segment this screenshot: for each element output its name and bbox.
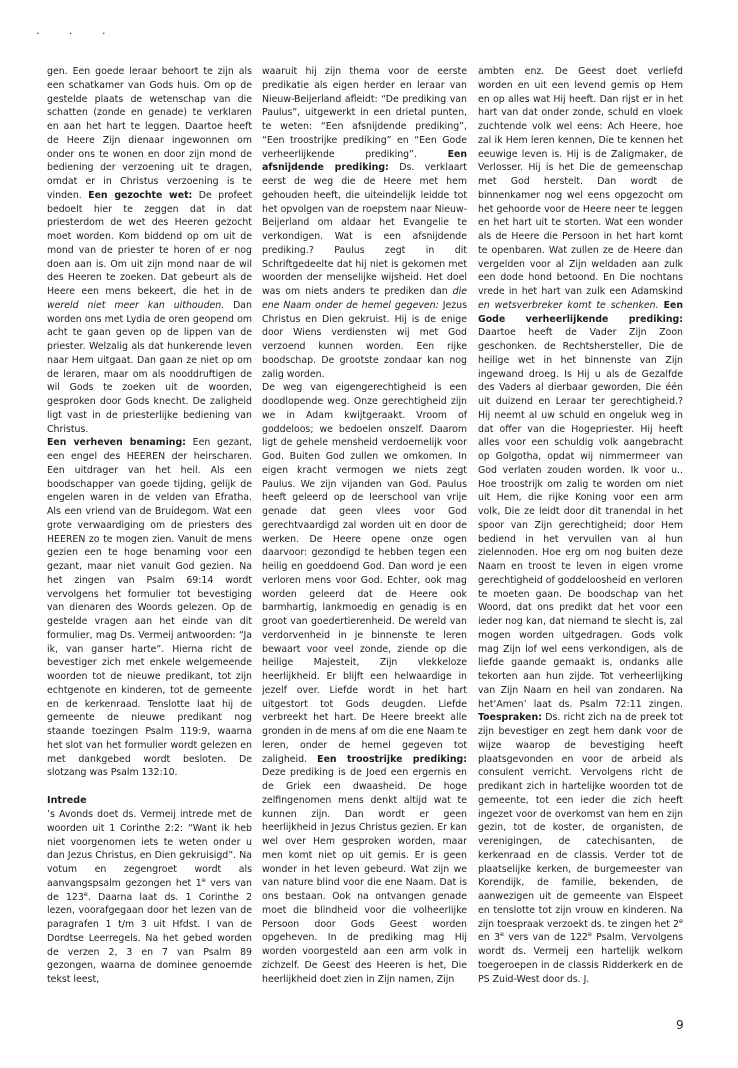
page-marks: . . . xyxy=(36,24,119,37)
paragraph: waaruit hij zijn thema voor de eerste predikatie als eigen herder en leraar van Nieuw-Beijerland afleidt: “De prediking van Paulus”, uitgewerkt in een drietal punten, te weten: “Een afsnijdende prediking”, “Een troostrijke prediking” en “Een Gode verheerlijkende prediking”. Een afsnijdende prediking: Ds. verklaart eerst de weg die de Heere met hem gehouden heeft, die uiteindelijk leidde tot het opvolgen van de roepstem naar Nieuw-Beijerland om aldaar het Evangelie te verkondigen. Wat is een afsnijdende prediking.? Paulus zegt in dit Schriftgedeelte dat hij niet is gekomen met woorden der menselijke wijsheid. Het doel was om niets anders te prediken dan die ene Naam onder de hemel gegeven: Jezus Christus en Dien gekruist. Hij is de enige door Wiens verdiensten wij met God verzoend kunnen worden. Een rijke boodschap. De grootste zondaar kan nog zalig worden. xyxy=(262,66,467,380)
section-heading: Intrede xyxy=(47,795,87,806)
inline-heading: Toespraken: xyxy=(478,712,542,724)
paragraph: gen. Een goede leraar behoort te zijn als een schatkamer van Gods huis. Om op de gestelde plaats de wetenschap van die schatten (zonde en genade) te verklaren en aan het hart te leggen. Daartoe heeft de Heere Zijn dienaar ingewonnen om onder ons te wonen en door zijn mond de bediening der verzoening uit te dragen, omdat er in Christus verzoening is te vinden. Een gezochte wet: De profeet bedoelt hier te zeggen dat in dat priesterdom de wet des Heeren gezocht moet worden. Kom biddend op om uit de mond van de priester te horen of er nog doen aan is. Om uit zijn mond naar de wil des Heeren te zoeken. Dat gebeurt als de Heere een mens bekeert, die het in de wereld niet meer kan uithouden. Dan worden ons met Lydia de oren geopend om acht te gaan geven op de lippen van de priester. Welzalig als dat hunkerende leven naar Hem uitgaat. Dan gaan ze niet op om de leraren, maar om als nooddruftigen de wil Gods te zoeken uit de woorden, gesproken door Gods knecht. De zaligheid ligt vast in de priesterlijke bediening van Christus. xyxy=(47,66,252,435)
inline-heading: Een troostrijke prediking: xyxy=(317,753,467,765)
inline-heading: Een gezochte wet: xyxy=(88,189,193,201)
paragraph: ’s Avonds doet ds. Vermeij intrede met de woorden uit 1 Corinthe 2:2: “Want ik heb niet voorgenomen iets te weten onder u dan Jezus Christus, en Dien gekruisigd”. Na votum en zegengroet wordt als aanvangspsalm gezongen het 1e vers van de 123e. Daarna laat ds. 1 Corinthe 2 lezen, voorafgegaan door het lezen van de paragrafen 1 t/m 3 uit Hfdst. I van de Dordtse Leerregels. Na het gebed worden de verzen 2, 3 en 7 van Psalm 89 gezongen, waarna de dominee genoemde tekst leest, xyxy=(47,809,252,985)
page-number: 9 xyxy=(676,1018,684,1032)
text-column-3 xyxy=(478,65,683,986)
paragraph: Een verheven benaming: Een gezant, een engel des HEEREN der heirscharen. Een uitdrager van het heil. Als een boodschapper van goede tijding, gelijk de engelen waren in de velden van Efratha. Als een vriend van de Bruidegom. Wat een grote verwaardiging om de priesters des HEEREN zo te mogen zien. Vanuit de mens gezien een te hoge benaming voor een gezant, maar niet vanuit God gezien. Na het zingen van Psalm 69:14 wordt vervolgens het formulier tot bevestiging van dienaren des Woords gelezen. Op de gestelde vragen aan het einde van dit formulier, mag Ds. Vermeij antwoorden: “Ja ik, van ganser harte”. Hierna richt de bevestiger zich met enkele welgemeende woorden tot de nieuwe predikant, tot zijn echtgenote en kinderen, tot de gemeente en de kerkenraad. Tenslotte laat hij de gemeente de nieuwe predikant nog staande toezingen Psalm 119:9, waarna het slot van het formulier wordt gelezen en met dankgebed wordt besloten. De slotzang was Psalm 132:10. xyxy=(47,437,252,779)
paragraph: ambten enz. De Geest doet verliefd worden en uit een levend gemis op Hem en op alles wat Hij heeft. Dan rijst er in het hart van dat onder zonde, schuld en vloek zuchtende volk wel eens: Ach Heere, hoe zal ik Hem leren kennen, Die te kennen het eeuwige leven is. Hij is de Zaligmaker, de Verlosser. Hij is het Die de gemeenschap met God herstelt. Dan wordt de binnenkamer nog wel eens opgezocht om het gehoorde voor de Heere neer te leggen en het hart uit te storten. Wat een wonder als de Heere die Persoon in het hart komt te openbaren. Wat zullen ze de Heere dan vergelden voor al Zijn weldaden aan zulk een dode hond betoond. En Die nochtans vrede in het hart van zulk een Adamskind en wetsverbreker komt te schenken. Een Gode verheerlijkende prediking: Daartoe heeft de Vader Zijn Zoon geschonken. de Rechtshersteller, Die de heilige wet in het binnenste van Zijn ingewand droeg. Is Hij u als de Gezalfde des Vaders al dierbaar geworden, Die één uit duizend en Leraar ter gerechtigheid.? Hij neemt al uw schuld en ongeluk weg in dat offer van die Hogepriester. Hij heeft alles voor een schuldig volk aangebracht op Golgotha, opdat wij nimmermeer van God verlaten zouden worden. Ik voor u.. Hoe troostrijk om zalig te worden om niet uit Hem, die rijke Koning voor een arm volk, Die ze leidt door dit tranendal in het spoor van Zijn gerechtigheid; door Hem bediend in het vervullen van al hun zielennoden. Hoe erg om nog buiten deze Naam en troost te leven in eigen vrome gerechtigheid of goddeloosheid en verloren te moeten gaan. De boodschap van het Woord, dat ons predikt dat het voor een ieder nog kan, dat niemand te slecht is, zal mogen worden uitgedragen. Gods volk mag Zijn lof wel eens verkondigen, als de liefde gaande gemaakt is, ondanks alle tekorten aan hun zijde. Tot verheerlijking van Zijn Naam en heil van zondaren. Na het‘Amen’ laat ds. Psalm 72:11 zingen. Toespraken: Ds. richt zich na de preek tot zijn bevestiger en zegt hem dank voor de wijze waarop de bevestiging heeft plaatsgevonden en voor de arbeid als consulent verricht. Vervolgens richt de predikant zich in hartelijke woorden tot de gemeente, tot een ieder die zich heeft ingezet voor de overkomst van hem en zijn gezin, tot de koster, de organisten, de verenigingen, de catechisanten, de kerkenraad en de classis. Verder tot de plaatselijke kerken, de burgemeester van Korendijk, de familie, bekenden, de aanwezigen uit de gemeente van Elspeet en tenslotte tot zijn vrouw en kinderen. Na zijn toespraak verzoekt ds. te zingen het 2e en 3e vers van de 122e Psalm. Vervolgens wordt ds. Vermeij een hartelijk welkom toegeroepen in de classis Ridderkerk en de PS Zuid-West door ds. J. xyxy=(478,66,683,985)
text-column-1 xyxy=(47,65,252,987)
inline-heading: Een verheven benaming: xyxy=(47,437,186,449)
text-column-2 xyxy=(262,65,467,986)
paragraph: De weg van eigengerechtigheid is een doodlopende weg. Onze gerechtigheid zijn we in Adam kwijtgeraakt. Vroom of goddeloos; we bedoelen onszelf. Daarom ligt de gehele mensheid verdoemelijk voor God. Buiten God zullen we omkomen. In eigen kracht vermogen we niets zegt Paulus. We zijn vijanden van God. Paulus heeft geleerd op de leerschool van vrije genade dat geen vlees voor God gerechtvaardigd zal worden uit en door de werken. De Heere opene onze ogen daarvoor: gezondigd te hebben tegen een heilig en goeddoend God. Dan word je een verloren mens voor God. Echter, ook mag worden geleerd dat de Heere ook barmhartig, lankmoedig en genadig is en groot van goedertierenheid. De wereld van verdorvenheid in je binnenste te leren bewaart voor veel zonde, ziende op die heilige Majesteit, Zijn vlekkeloze heerlijkheid. Er blijft een helwaardige in jezelf over. Liefde wordt in het hart uitgestort tot Gods deugden. Liefde verbreekt het hart. De Heere breekt alle gronden in de mens af om die ene Naam te leren, onder de hemel gegeven tot zaligheid. Een troostrijke prediking: Deze prediking is de Joed een ergernis en de Griek een dwaasheid. De hoge zelfingenomen mens denkt altijd wat te kunnen zijn. Dan wordt er geen heerlijkheid in Jezus Christus gezien. Er kan wel over Hem gesproken worden, maar men komt niet op uit gemis. Er is geen wonder in het leven gebeurd. Wat zijn we van nature blind voor die ene Naam. Dat is ons bestaan. Ook na ontvangen genade moet die blindheid voor die volheerlijke Persoon door Gods Geest worden opgeheven. In de prediking mag Hij worden voorgesteld aan een arm volk in zichzelf. De Geest des Heeren is het, Die heerlijkheid doet zien in Zijn namen, Zijn xyxy=(262,382,467,985)
inline-heading: Een afsnijdende prediking: xyxy=(262,148,467,174)
inline-heading: Een Gode verheerlijkende prediking: xyxy=(478,299,683,325)
